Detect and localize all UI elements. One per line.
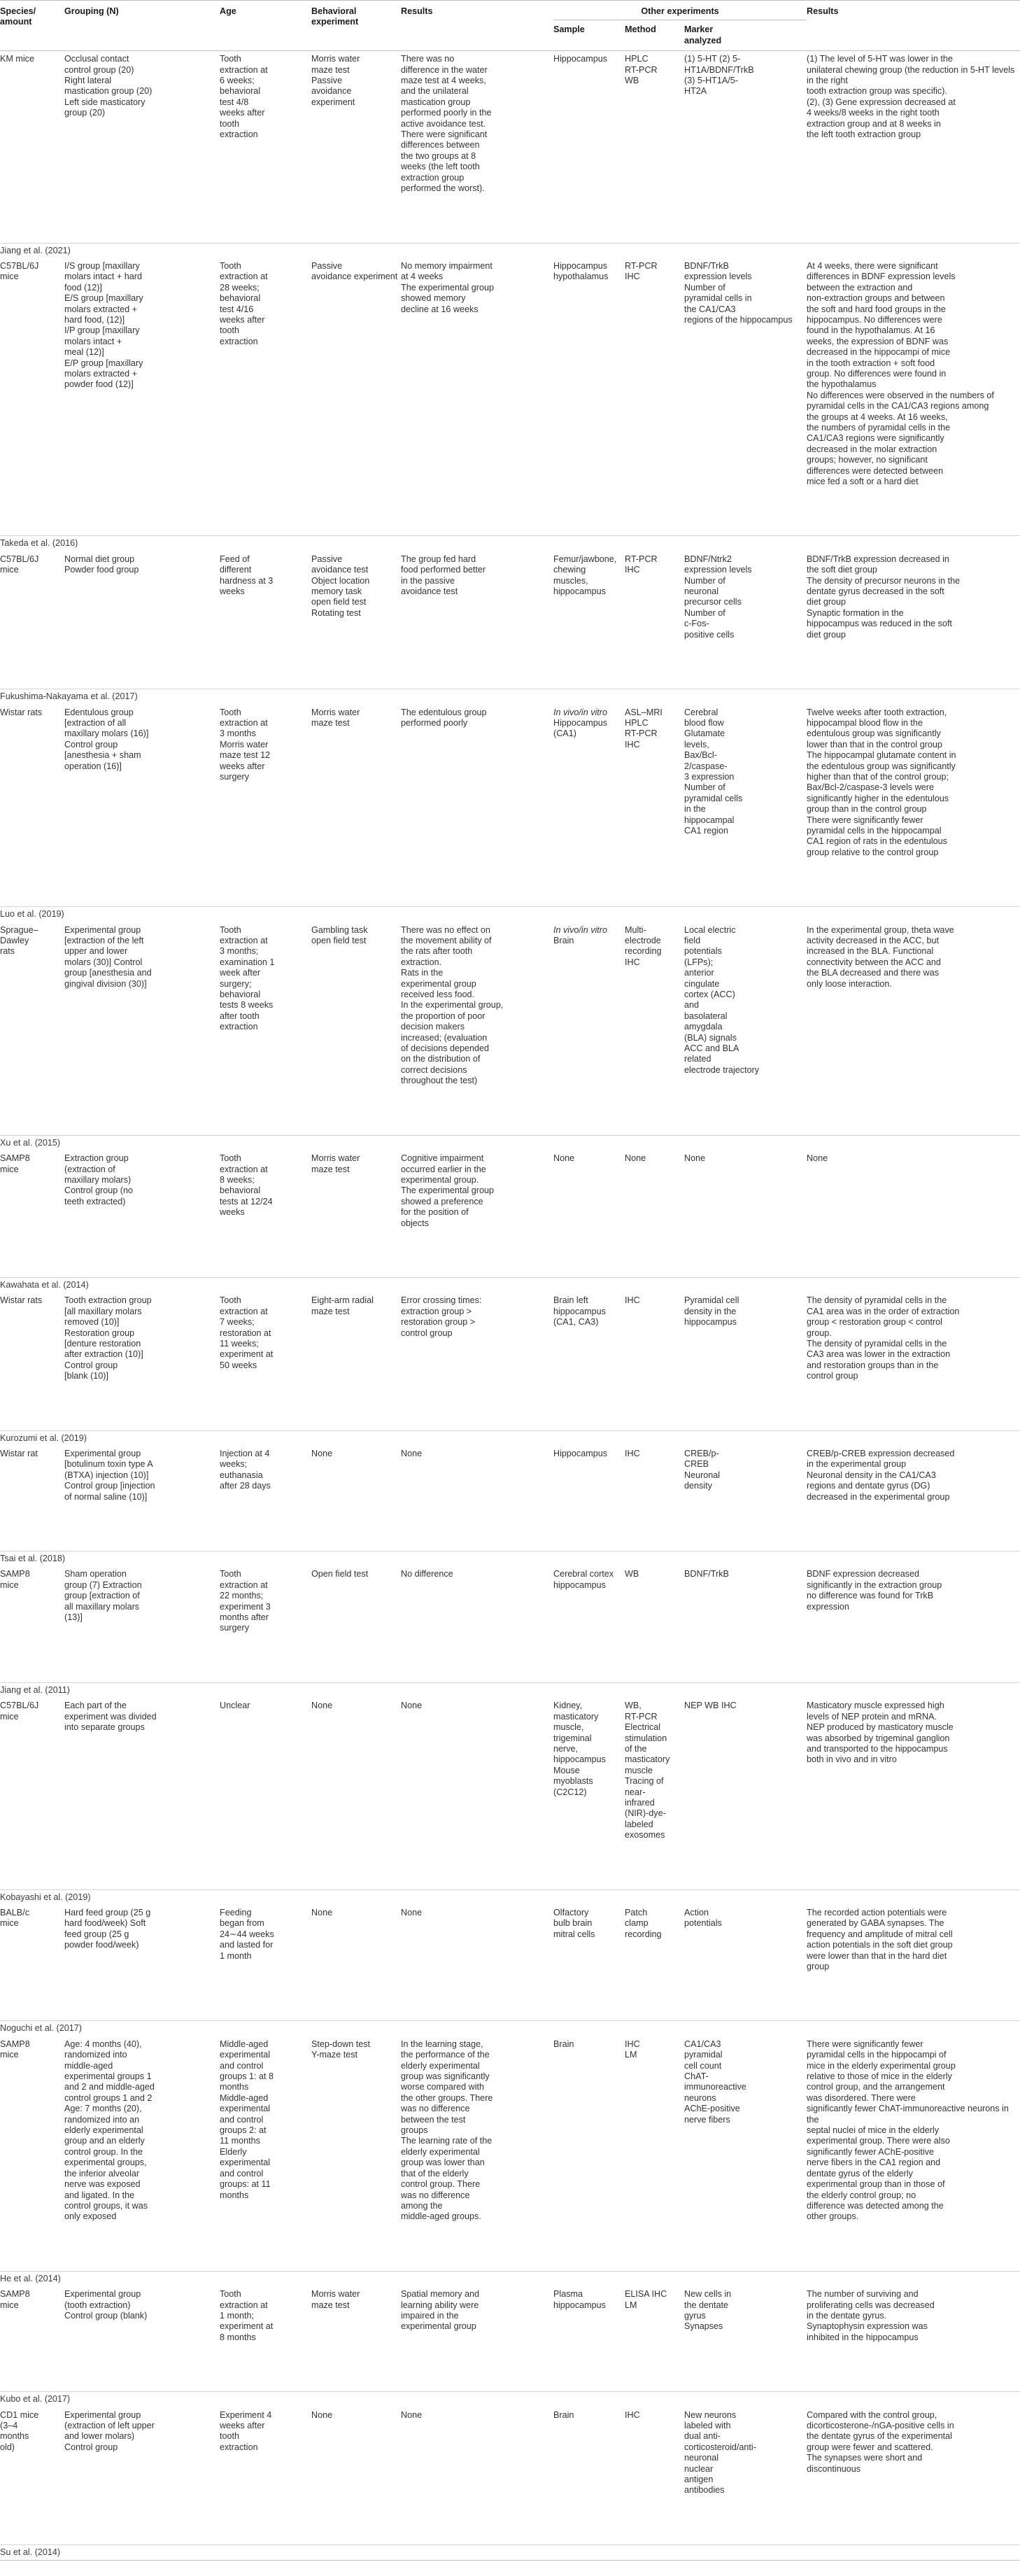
header-results-2: Results <box>807 6 839 16</box>
citation-row <box>0 907 1020 922</box>
cell-behavioral-experiment: Eight-arm radial maze test <box>311 1295 374 1316</box>
cell-sample: Kidney, masticatory muscle, trigeminal nerve, hippocampus Mouse myoblasts (C2C12) <box>553 1701 606 1797</box>
cell-method: WB <box>625 1569 639 1579</box>
cell-results-2: The number of surviving and proliferating cells was decreased in the dentate gyrus. Synaptophysin expression was inhibited in the hippocampus <box>807 2289 935 2342</box>
header-results: Results <box>401 6 433 16</box>
cell-behavioral-experiment: Morris water maze test Passive avoidance experiment <box>311 54 360 107</box>
cell-age: Tooth extraction at 28 weeks; behavioral test 4/16 weeks after tooth extraction <box>220 260 268 346</box>
cell-species: Wistar rat <box>0 1449 38 1458</box>
cell-results-2: CREB/p-CREB expression decreased in the experimental group Neuronal density in the CA1/CA3 regions and dentate gyrus (DG) decreased in the experimental group <box>807 1449 955 1502</box>
cell-marker-analyzed: BDNF/TrkB <box>684 1569 729 1579</box>
cell-species: SAMP8 mice <box>0 2289 30 2310</box>
cell-method: HPLC RT-PCR WB <box>625 54 658 86</box>
header-sample: Sample <box>553 24 585 35</box>
cell-sample: In vivo/in vitro Brain <box>553 924 607 945</box>
header-method: Method <box>625 24 656 35</box>
cell-results: Error crossing times: extraction group > restoration group > control group <box>401 1295 482 1338</box>
cell-results: There was no difference in the water maze test at 4 weeks, and the unilateral mastication group performed poorly in the active avoidance test. There were significant differences between the two groups at 8 weeks (the left tooth extraction group performed the worst). <box>401 54 492 194</box>
cell-species: Wistar rats <box>0 1295 43 1306</box>
citation-row <box>0 1135 1020 1150</box>
table-row <box>0 1698 1020 1889</box>
cell-method: IHC LM <box>625 2039 640 2060</box>
cell-behavioral-experiment: Open field test <box>311 1569 369 1579</box>
cell-age: Tooth extraction at 22 months; experiment 3 months after surgery <box>220 1569 271 1633</box>
citation-row <box>0 1889 1020 1905</box>
cell-marker-analyzed: CA1/CA3 pyramidal cell count ChAT- immunoreactive neurons AChE-positive nerve fibers <box>684 2039 746 2125</box>
cell-behavioral-experiment: Morris water maze test <box>311 707 360 728</box>
cell-behavioral-experiment: Morris water maze test <box>311 1153 360 1174</box>
cell-behavioral-experiment: Morris water maze test <box>311 2289 360 2310</box>
citation-row <box>0 243 1020 258</box>
cell-grouping: Experimental group (tooth extraction) Control group (blank) <box>64 2289 148 2321</box>
citation-row <box>0 2021 1020 2036</box>
cell-grouping: Each part of the experiment was divided into separate groups <box>64 1701 157 1733</box>
cell-results-2: (1) The level of 5-HT was lower in the unilateral chewing group (the reduction in 5-HT levels in the right tooth extraction group was specific). (2), (3) Gene expression decreased at 4 weeks/8 weeks in the right tooth extraction group and at 8 weeks in the left tooth extraction group <box>807 54 1015 140</box>
cell-results: None <box>401 1907 423 1917</box>
cell-sample: Brain <box>553 2409 574 2420</box>
citation-row <box>0 1682 1020 1698</box>
cell-results-2: At 4 weeks, there were significant differences in BDNF expression levels between the extraction and non-extraction groups and between the soft and hard food groups in the hippocampus. No differences were found in the hypothalamus. At 16 weeks, the expression of BDNF was decreased in the hippocampi of mice in the tooth extraction + soft food group. No differences were found in the hypothalamus No differences were observed in the numbers of pyramidal cells in the CA1/CA3 regions among the groups at 4 weeks. At 16 weeks, the numbers of pyramidal cells in the CA1/CA3 regions were significantly decreased in the molar extraction groups; however, no significant differences were detected between mice fed a soft or a hard diet <box>807 260 994 487</box>
citation-text: Xu et al. (2015) <box>0 1135 1020 1150</box>
cell-age: Tooth extraction at 8 weeks; behavioral tests at 12/24 weeks <box>220 1153 273 1218</box>
cell-species: C57BL/6J mice <box>0 1701 39 1722</box>
cell-behavioral-experiment: None <box>311 1907 333 1917</box>
cell-results-2: Masticatory muscle expressed high levels of NEP protein and mRNA. NEP produced by masticatory muscle was absorbed by trigeminal ganglion and transported to the hippocampus both in vivo and in vitro <box>807 1701 954 1765</box>
cell-method: Patch clamp recording <box>625 1907 662 1939</box>
cell-marker-analyzed: Action potentials <box>684 1907 722 1929</box>
table-row <box>0 1293 1020 1430</box>
cell-grouping: Occlusal contact control group (20) Right lateral mastication group (20) Left side masticatory group (20) <box>64 54 153 118</box>
header-age: Age <box>220 6 236 16</box>
cell-behavioral-experiment: Step-down test Y-maze test <box>311 2039 371 2060</box>
citation-row <box>0 2271 1020 2286</box>
cell-sample: Hippocampus <box>553 54 608 64</box>
cell-grouping: Hard feed group (25 g hard food/week) Soft feed group (25 g powder food/week) <box>64 1907 151 1950</box>
cell-sample: In vivo/in vitro Hippocampus (CA1) <box>553 707 608 739</box>
cell-results-2: None <box>807 1153 828 1164</box>
citation-row <box>0 536 1020 551</box>
cell-marker-analyzed: New neurons labeled with dual anti- corticosteroid/anti- neuronal nuclear antigen antibodies <box>684 2409 756 2496</box>
cell-marker-analyzed: (1) 5-HT (2) 5- HT1A/BDNF/TrkB (3) 5-HT1A/5- HT2A <box>684 54 754 97</box>
cell-results: Spatial memory and learning ability were impaired in the experimental group <box>401 2289 479 2332</box>
table-row <box>0 1905 1020 2021</box>
cell-results-2: The density of pyramidal cells in the CA1 area was in the order of extraction group < restoration group < control group. The density of pyramidal cells in the CA3 area was lower in the extraction and restoration groups than in the control group <box>807 1295 960 1381</box>
cell-sample: Plasma hippocampus <box>553 2289 606 2310</box>
citation-row <box>0 2392 1020 2407</box>
citation-row <box>0 1430 1020 1446</box>
cell-behavioral-experiment: Passive avoidance test Object location memory task open field test Rotating test <box>311 554 370 618</box>
cell-species: Wistar rats <box>0 707 43 717</box>
cell-species: SAMP8 mice <box>0 2039 30 2060</box>
citation-text: Jiang et al. (2021) <box>0 243 1020 258</box>
header-marker-analyzed: Marker analyzed <box>684 24 722 45</box>
cell-results-2: BDNF/TrkB expression decreased in the soft diet group The density of precursor neurons in the dentate gyrus decreased in the soft diet group Synaptic formation in the hippocampus was reduced in the soft diet group <box>807 554 961 640</box>
cell-grouping: Experimental group [extraction of the left upper and lower molars (30)] Control group [anesthesia and gingival division (30)] <box>64 924 152 989</box>
cell-marker-analyzed: BDNF/TrkB expression levels Number of pyramidal cells in the CA1/CA3 regions of the hippocampus <box>684 260 793 325</box>
cell-results: In the learning stage, the performance of the elderly experimental group was significantly worse compared with the other groups. There was no difference between the test groups The learning rate of the elderly experimental group was lower than that of the elderly control group. There was no difference among the middle-aged groups. <box>401 2039 493 2222</box>
cell-age: Experiment 4 weeks after tooth extraction <box>220 2409 272 2452</box>
citation-text: Fukushima-Nakayama et al. (2017) <box>0 689 1020 705</box>
header-behavioral-experiment: Behavioral experiment <box>311 6 359 27</box>
table-row <box>0 258 1020 536</box>
cell-species: C57BL/6J mice <box>0 260 39 282</box>
cell-species: Sprague– Dawley rats <box>0 924 38 957</box>
cell-species: SAMP8 mice <box>0 1569 30 1590</box>
table-row <box>0 1446 1020 1551</box>
cell-method: Multi- electrode recording IHC <box>625 924 662 967</box>
cell-species: KM mice <box>0 54 34 64</box>
cell-age: Injection at 4 weeks; euthanasia after 28 days <box>220 1449 271 1491</box>
cell-sample: Femur/jawbone, chewing muscles, hippocampus <box>553 554 617 597</box>
cell-age: Feeding began from 24∼44 weeks and lasted for 1 month <box>220 1907 274 1961</box>
citation-row <box>0 1551 1020 1567</box>
cell-marker-analyzed: BDNF/Ntrk2 expression levels Number of neuronal precursor cells Number of c-Fos- positive cells <box>684 554 752 640</box>
table-row <box>0 2286 1020 2392</box>
citation-text: Noguchi et al. (2017) <box>0 2021 1020 2036</box>
header-species: Species/ amount <box>0 6 36 27</box>
cell-marker-analyzed: NEP WB IHC <box>684 1701 737 1711</box>
cell-results: Cognitive impairment occurred earlier in the experimental group. The experimental group showed a preference for the position of objects <box>401 1153 495 1228</box>
cell-method: IHC <box>625 1295 640 1306</box>
cell-grouping: Edentulous group [extraction of all maxillary molars (16)] Control group [anesthesia + sham operation (16)] <box>64 707 149 771</box>
cell-marker-analyzed: CREB/p- CREB Neuronal density <box>684 1449 721 1491</box>
table-row <box>0 51 1020 243</box>
cell-marker-analyzed: Local electric field potentials (LFPs); anterior cingulate cortex (ACC) and basolateral amygdala (BLA) signals ACC and BLA related electrode trajectory <box>684 924 760 1075</box>
cell-grouping: Age: 4 months (40), randomized into middle-aged experimental groups 1 and 2 and middle-aged control groups 1 and 2 Age: 7 months (20), randomized into an elderly experimental group and an elderly control group. In the experimental groups, the inferior alveolar nerve was exposed and ligated. In the control groups, it was only exposed <box>64 2039 155 2222</box>
cell-marker-analyzed: Pyramidal cell density in the hippocampus <box>684 1295 739 1328</box>
header-row <box>0 1 1020 20</box>
table-row <box>0 551 1020 689</box>
header-other-experiments: Other experiments <box>553 1 807 20</box>
cell-method: RT-PCR IHC <box>625 554 658 575</box>
cell-method: IHC <box>625 1449 640 1458</box>
cell-results: The edentulous group performed poorly <box>401 707 487 728</box>
citation-row <box>0 2545 1020 2560</box>
cell-grouping: Tooth extraction group [all maxillary molars removed (10)] Restoration group [denture restoration after extraction (10)] Control group [blank (10)] <box>64 1295 152 1381</box>
header-grouping: Grouping (N) <box>64 6 119 16</box>
cell-results: No memory impairment at 4 weeks The experimental group showed memory decline at 16 weeks <box>401 260 495 314</box>
cell-results: None <box>401 1449 423 1458</box>
cell-behavioral-experiment: None <box>311 1449 333 1458</box>
cell-age: Middle-aged experimental and control groups 1: at 8 months Middle-aged experimental and control groups 2: at 11 months Elderly experimental and control groups: at 11 months <box>220 2039 274 2200</box>
cell-marker-analyzed: Cerebral blood flow Glutamate levels, Bax/Bcl- 2/caspase- 3 expression Number of pyramidal cells in the hippocampal CA1 region <box>684 707 743 836</box>
cell-behavioral-experiment: Gambling task open field test <box>311 924 368 945</box>
cell-results-2: BDNF expression decreased significantly in the extraction group no difference was found for TrkB expression <box>807 1569 942 1612</box>
cell-species: CD1 mice (3–4 months old) <box>0 2409 39 2452</box>
cell-method: None <box>625 1153 646 1164</box>
cell-sample: Hippocampus <box>553 1449 608 1458</box>
cell-sample: Brain <box>553 2039 574 2049</box>
cell-age: Tooth extraction at 6 weeks; behavioral test 4/8 weeks after tooth extraction <box>220 54 268 140</box>
cell-results-2: In the experimental group, theta wave activity decreased in the ACC, but increased in the BLA. Functional connectivity between the ACC and the BLA decreased and there was only loose interaction. <box>807 924 954 989</box>
table-row <box>0 2407 1020 2545</box>
cell-behavioral-experiment: None <box>311 1701 333 1711</box>
cell-age: Tooth extraction at 3 months Morris water maze test 12 weeks after surgery <box>220 707 271 782</box>
citation-text: Su et al. (2014) <box>0 2545 1020 2560</box>
cell-method: ASL–MRI HPLC RT-PCR IHC <box>625 707 663 749</box>
cell-age: Tooth extraction at 3 months; examination 1 week after surgery; behavioral tests 8 weeks after tooth extraction <box>220 924 275 1032</box>
cell-age: Feed of different hardness at 3 weeks <box>220 554 274 597</box>
cell-age: Unclear <box>220 1701 250 1711</box>
citation-text: Kurozumi et al. (2019) <box>0 1430 1020 1446</box>
cell-results-2: There were significantly fewer pyramidal cells in the hippocampi of mice in the elderly experimental group relative to those of mice in the elderly control group, and the arrangement was disordered. There were significantly fewer ChAT-immunoreactive neurons in the septal nuclei of mice in the elderly experimental group. There were also significantly fewer AChE-positive nerve fibers in the CA1 region and dentate gyrus of the elderly experimental group than in those of the elderly control group; no difference was detected among the other groups. <box>807 2039 1009 2222</box>
cell-results: No difference <box>401 1569 453 1579</box>
cell-behavioral-experiment: Passive avoidance experiment <box>311 260 398 282</box>
cell-results: None <box>401 2409 423 2420</box>
citation-text: Tsai et al. (2018) <box>0 1551 1020 1567</box>
cell-results: There was no effect on the movement ability of the rats after tooth extraction. Rats in the experimental group received less food. In the experimental group, the proportion of poor decision makers increased; (evaluation of decisions depended on the distribution of correct decisions throughout the test) <box>401 924 504 1086</box>
cell-sample: Cerebral cortex hippocampus <box>553 1569 614 1590</box>
citation-text: Kawahata et al. (2014) <box>0 1277 1020 1293</box>
cell-grouping: Sham operation group (7) Extraction group [extraction of all maxillary molars (13)] <box>64 1569 142 1623</box>
citation-text: Jiang et al. (2011) <box>0 1682 1020 1698</box>
cell-method: IHC <box>625 2409 640 2420</box>
cell-method: WB, RT-PCR Electrical stimulation of the masticatory muscle Tracing of near- infrared (NIR)-dye- labeled exosomes <box>625 1701 670 1840</box>
cell-sample: None <box>553 1153 575 1164</box>
cell-species: SAMP8 mice <box>0 1153 30 1174</box>
citation-text: Luo et al. (2019) <box>0 907 1020 922</box>
citation-text: Takeda et al. (2016) <box>0 536 1020 551</box>
cell-results-2: Twelve weeks after tooth extraction, hippocampal blood flow in the edentulous group was significantly lower than that in the control group The hippocampal glutamate content in the edentulous group was significantly higher than that of the control group; Bax/Bcl-2/caspase-3 levels were significantly higher in the edentulous group than in the control group There were significantly fewer pyramidal cells in the hippocampal CA1 region of rats in the edentulous group relative to the control group <box>807 707 956 857</box>
cell-marker-analyzed: None <box>684 1153 706 1164</box>
cell-grouping: Normal diet group Powder food group <box>64 554 139 575</box>
table-row <box>0 705 1020 907</box>
cell-age: Tooth extraction at 7 weeks; restoration at 11 weeks; experiment at 50 weeks <box>220 1295 274 1370</box>
table-row <box>0 1150 1020 1277</box>
cell-age: Tooth extraction at 1 month; experiment at 8 months <box>220 2289 274 2342</box>
citation-text: He et al. (2014) <box>0 2271 1020 2286</box>
cell-marker-analyzed: New cells in the dentate gyrus Synapses <box>684 2289 732 2332</box>
citation-row <box>0 689 1020 705</box>
table-row <box>0 2036 1020 2271</box>
cell-grouping: Experimental group (extraction of left upper and lower molars) Control group <box>64 2409 155 2452</box>
cell-results: None <box>401 1701 423 1711</box>
cell-grouping: Experimental group [botulinum toxin type A (BTXA) injection (10)] Control group [injection of normal saline (10)] <box>64 1449 155 1502</box>
cell-sample: Brain left hippocampus (CA1, CA3) <box>553 1295 606 1328</box>
citation-row <box>0 1277 1020 1293</box>
cell-grouping: Extraction group (extraction of maxillary molars) Control group (no teeth extracted) <box>64 1153 134 1206</box>
cell-species: C57BL/6J mice <box>0 554 39 575</box>
cell-species: BALB/c mice <box>0 1907 29 1929</box>
cell-results-2: The recorded action potentials were generated by GABA synapses. The frequency and amplitude of mitral cell action potentials in the soft diet group were lower than that in the hard diet group <box>807 1907 953 1971</box>
table-row <box>0 1566 1020 1682</box>
citation-text: Kobayashi et al. (2019) <box>0 1889 1020 1905</box>
cell-results-2: Compared with the control group, dicorticosterone-/nGA-positive cells in the dentate gyrus of the experimental group were fewer and scattered. The synapses were short and discontinuous <box>807 2409 954 2474</box>
cell-grouping: I/S group [maxillary molars intact + hard food (12)] E/S group [maxillary molars extracted + hard food, (12)] I/P group [maxillary molars intact + meal (12)] E/P group [maxillary molars extracted + powder food (12)] <box>64 260 143 390</box>
cell-method: RT-PCR IHC <box>625 260 658 282</box>
cell-sample: Olfactory bulb brain mitral cells <box>553 1907 595 1939</box>
table-row <box>0 922 1020 1136</box>
cell-sample: Hippocampus hypothalamus <box>553 260 609 282</box>
cell-behavioral-experiment: None <box>311 2409 333 2420</box>
citation-text: Kubo et al. (2017) <box>0 2392 1020 2407</box>
cell-results: The group fed hard food performed better in the passive avoidance test <box>401 554 486 597</box>
cell-method: ELISA IHC LM <box>625 2289 667 2310</box>
